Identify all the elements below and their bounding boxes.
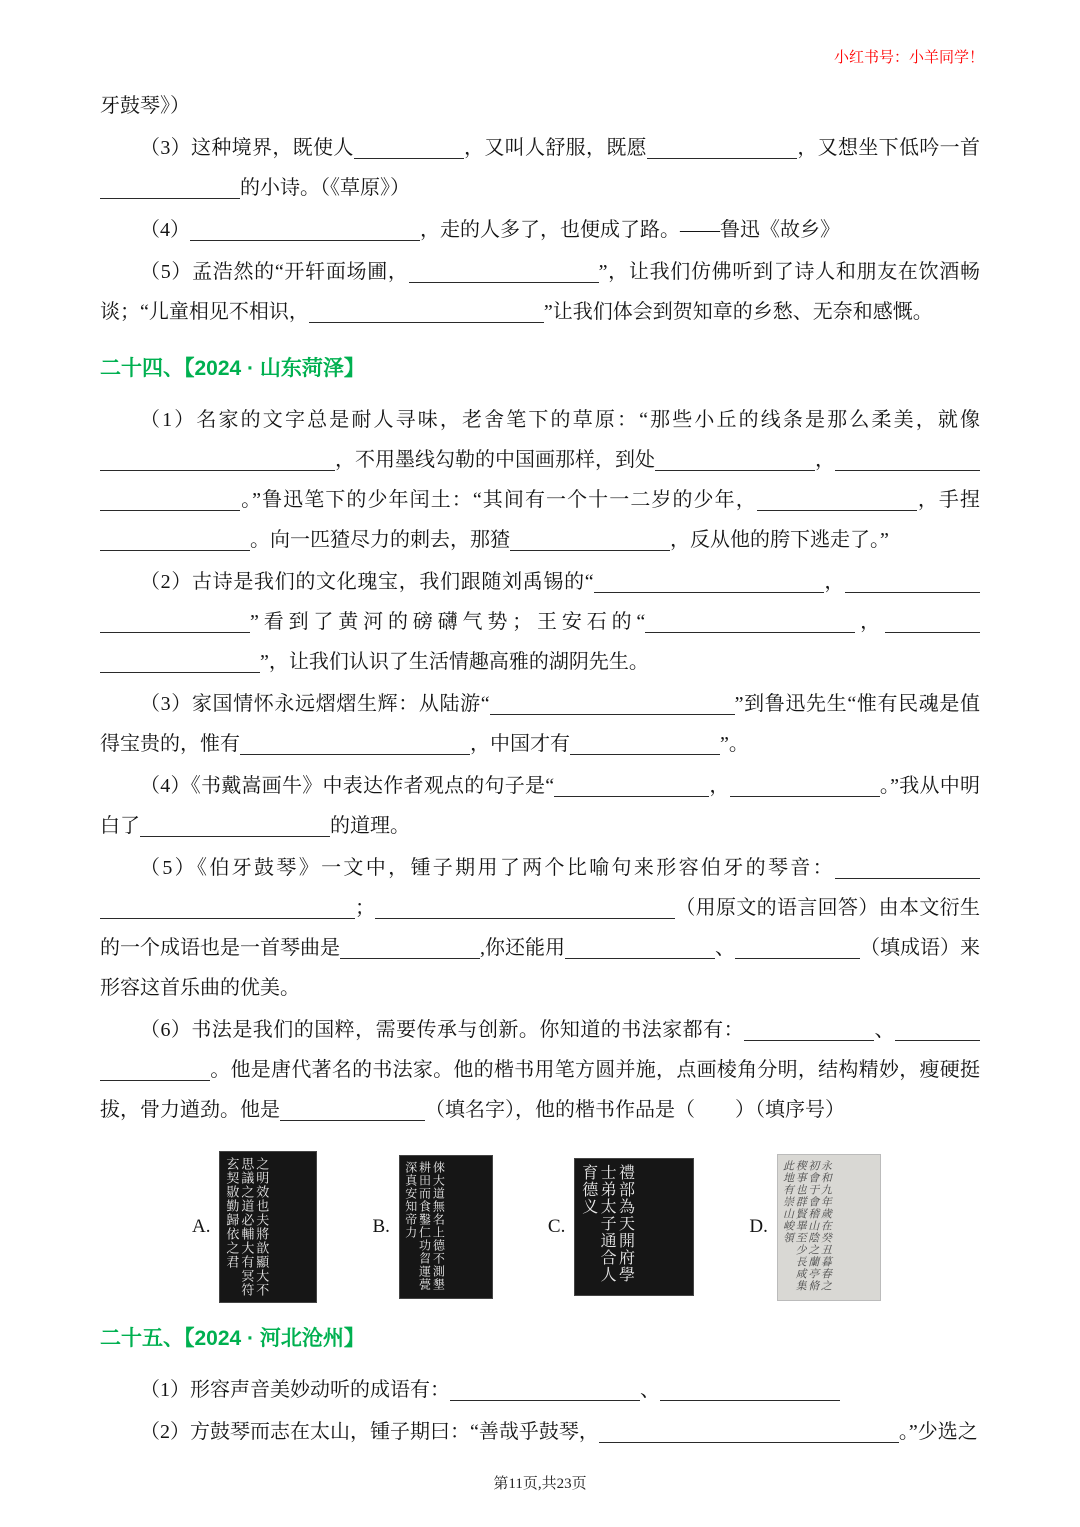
fill-in-blank: [730, 777, 880, 797]
fill-in-blank: [895, 1021, 980, 1041]
question-5: （5）孟浩然的“开轩面场圃， ”，让我们仿佛听到了诗人和朋友在饮酒畅谈；“儿童相见不相识， ”让我们体会到贺知章的乡愁、无奈和感慨。: [100, 261, 980, 323]
fill-in-blank: [554, 777, 709, 797]
fill-in-blank: [845, 573, 980, 593]
s24-question-6: （6）书法是我们的国粹，需要传承与创新。你知道的书法家都有： 、。他是唐代著名的书法家。他的楷书用笔方圆并施，点画棱角分明，结构精妙，瘦硬挺拔，骨力遒劲。他是 （填名字），他的楷书作品是（ ）（填序号）: [100, 1019, 980, 1121]
calligraphy-image-b: [400, 1156, 492, 1298]
continuation-line: 牙鼓琴》）: [100, 95, 190, 117]
s25-question-2: （2）方鼓琴而志在太山，锺子期曰：“善哉乎鼓琴， 。”少选之: [140, 1421, 978, 1443]
fill-in-blank: [570, 735, 720, 755]
fill-in-blank: [354, 139, 464, 159]
fill-in-blank: [660, 1381, 840, 1401]
question-4: （4） ，走的人多了，也便成了路。——鲁迅《故乡》: [140, 219, 840, 241]
option-b: [372, 1156, 491, 1298]
fill-in-blank: [100, 613, 250, 633]
fill-in-blank: [885, 613, 980, 633]
fill-in-blank: [450, 1381, 640, 1401]
option-c-label: C.: [547, 1216, 566, 1237]
fill-in-blank: [375, 899, 675, 919]
fill-in-blank: [100, 531, 250, 551]
option-b-label: B.: [372, 1216, 390, 1237]
fill-in-blank: [744, 1021, 874, 1041]
fill-in-blank: [309, 303, 544, 323]
option-c: [548, 1159, 693, 1295]
option-d-label: D.: [749, 1216, 768, 1237]
fill-in-blank: [490, 695, 735, 715]
fill-in-blank: [510, 531, 670, 551]
watermark-text: 小红书号：小羊同学！: [833, 49, 984, 66]
fill-in-blank: [280, 1101, 425, 1121]
fill-in-blank: [565, 939, 715, 959]
calligraphy-text-c: 禮部為天開府學士弟太子通合人育德义: [579, 1164, 634, 1283]
fill-in-blank: [100, 653, 260, 673]
fill-in-blank: [757, 491, 917, 511]
fill-in-blank: [835, 859, 980, 879]
fill-in-blank: [100, 491, 240, 511]
fill-in-blank: [594, 573, 824, 593]
s25-question-1: （1）形容声音美妙动听的成语有： 、: [100, 1370, 980, 1410]
option-a: [192, 1152, 316, 1302]
s24-question-1: （1）名家的文字总是耐人寻味，老舍笔下的草原：“那些小丘的线条是那么柔美，就像，不用墨线勾勒的中国画那样，到处 ，。”鲁迅笔下的少年闰土：“其间有一个十一二岁的少年， ，手捏。向一匹猹尽力的刺去，那猹 ，反从他的胯下逃走了。”: [100, 400, 980, 560]
fill-in-blank: [100, 899, 355, 919]
fill-in-blank: [835, 451, 980, 471]
fill-in-blank: [100, 1061, 210, 1081]
section-25-heading: 二十五、【2024 · 河北沧州】: [100, 1327, 365, 1350]
s24-question-3: （3）家国情怀永远熠熠生辉：从陆游“ ”到鲁迅先生“惟有民魂是值得宝贵的，惟有 ，中国才有 ”。: [100, 693, 980, 755]
s24-question-5: （5）《伯牙鼓琴》一文中，锺子期用了两个比喻句来形容伯牙的琴音：； （用原文的语言回答）由本文衍生的一个成语也是一首琴曲是 ,你还能用 、 （填成语）来形容这首乐曲的优美。: [100, 857, 980, 999]
fill-in-blank: [340, 939, 480, 959]
fill-in-blank: [735, 939, 860, 959]
fill-in-blank: [409, 263, 599, 283]
fill-in-blank: [190, 221, 420, 241]
calligraphy-image-c: [575, 1159, 693, 1295]
s24-question-2: （2）古诗是我们的文化瑰宝，我们跟随刘禹锡的“ ，”看到了黄河的磅礴气势；王安石的“ ，”，让我们认识了生活情趣高雅的湖阴先生。: [100, 562, 980, 682]
section-24-heading: 二十四、【2024 · 山东菏泽】: [100, 357, 365, 380]
calligraphy-image-a: [220, 1152, 316, 1302]
fill-in-blank: [599, 1423, 899, 1443]
page-number: 第11页,共23页: [493, 1476, 587, 1492]
option-a-label: A.: [192, 1216, 211, 1237]
s24-question-4: （4）《书戴嵩画牛》中表达作者观点的句子是“ ， 。”我从中明白了 的道理。: [100, 775, 980, 837]
fill-in-blank: [647, 139, 797, 159]
fill-in-blank: [100, 179, 240, 199]
question-3: （3）这种境界，既使人 ，又叫人舒服，既愿 ，又想坐下低吟一首的小诗。（《草原》）: [100, 128, 980, 208]
fill-in-blank: [645, 613, 855, 633]
calligraphy-image-d: [778, 1155, 880, 1300]
fill-in-blank: [100, 451, 335, 471]
fill-in-blank: [140, 817, 330, 837]
fill-in-blank: [240, 735, 470, 755]
option-d: [749, 1155, 879, 1300]
calligraphy-text-d: 永和九年歲在癸丑暮春之初會于會稽山陰之蘭亭脩稧事也群賢畢至少長咸集此地有崇山峻領: [781, 1159, 832, 1292]
calligraphy-options: [192, 1152, 980, 1302]
calligraphy-text-b: 倈大道無名上德不測墾耕田而食鑿仁功曶運甍深真安知帝力: [403, 1161, 446, 1291]
calligraphy-text-a: 之明效也夫將歆顯大不思議之道必輔大有冥符玄契敭勤歸依之君: [224, 1157, 270, 1297]
fill-in-blank: [655, 451, 815, 471]
